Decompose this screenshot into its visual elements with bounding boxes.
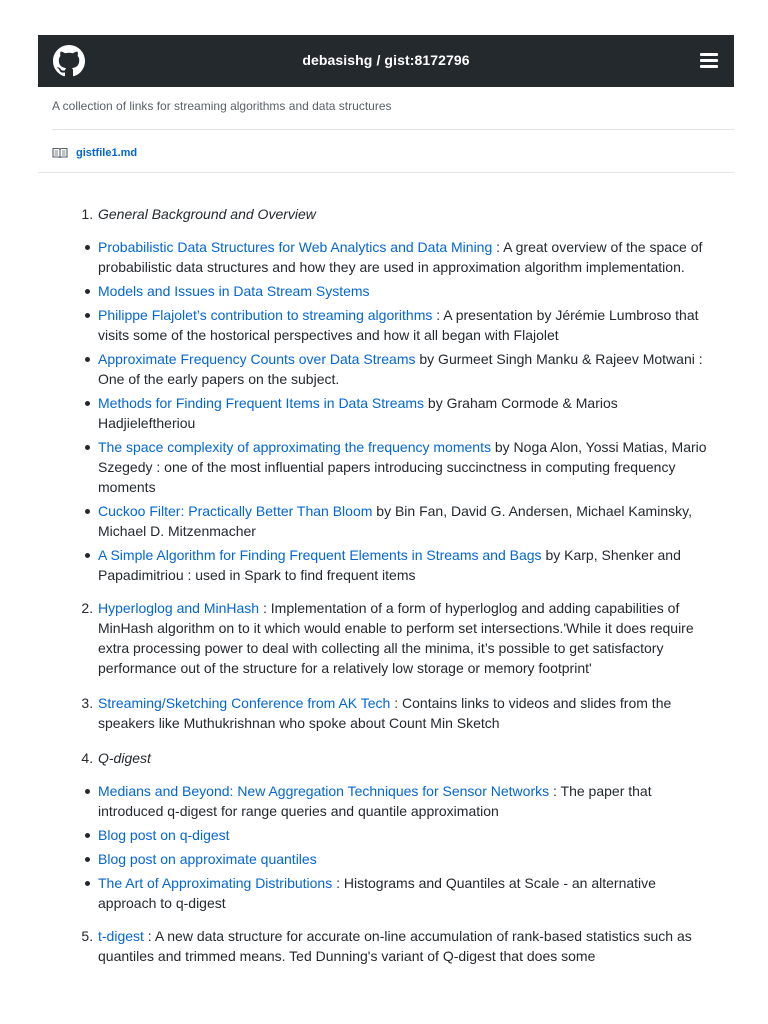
resource-note: : A great overview of the space of probabilistic data structures and how they are used in approximation algorithm implementation. — [98, 239, 703, 275]
list-item — [98, 437, 708, 497]
list-item — [98, 825, 708, 845]
resource-link[interactable]: Hyperloglog and MinHash — [98, 600, 260, 616]
list-item — [97, 598, 708, 678]
list-item — [97, 693, 708, 733]
resource-note: by Graham Cormode & Marios Hadjieleftheriou — [98, 395, 618, 431]
bullet-list — [81, 781, 708, 913]
list-item — [98, 393, 708, 433]
resource-note: : Histograms and Quantiles at Scale - an alternative approach to q-digest — [98, 875, 656, 911]
resource-link[interactable]: Medians and Beyond: New Aggregation Techniques for Sensor Networks — [98, 783, 550, 799]
list-item — [97, 748, 708, 913]
resource-note: : A presentation by Jérémie Lumbroso that visits some of the hostorical perspectives and how it all began with Flajolet — [98, 307, 699, 343]
resource-note: : Implementation of a form of hyperloglog and adding capabilities of MinHash algorithm on to it which would enable to perform set intersections.'While it does require extra processing power to deal with collecting all the minima, it’s possible to get satisfactory performance out of the structure for a relatively low storage or memory footprint' — [98, 600, 694, 676]
resource-link[interactable]: Probabilistic Data Structures for Web Analytics and Data Mining — [98, 239, 493, 255]
markdown-body — [80, 204, 708, 966]
book-icon — [52, 147, 68, 159]
resource-link[interactable]: Approximate Frequency Counts over Data Streams — [98, 351, 416, 367]
resource-link[interactable]: Philippe Flajolet’s contribution to streaming algorithms — [98, 307, 433, 323]
header-bar — [38, 35, 734, 87]
list-item — [98, 305, 708, 345]
resource-link[interactable]: The space complexity of approximating the frequency moments — [98, 439, 491, 455]
numbered-list — [80, 204, 708, 966]
resource-note: by Karp, Shenker and Papadimitriou : used in Spark to find frequent items — [98, 547, 681, 583]
resource-note: by Gurmeet Singh Manku & Rajeev Motwani : One of the early papers on the subject. — [98, 351, 703, 387]
resource-link[interactable]: A Simple Algorithm for Finding Frequent Elements in Streams and Bags — [98, 547, 542, 563]
divider — [38, 172, 734, 173]
gist-description: A collection of links for streaming algorithms and data structures — [52, 99, 392, 113]
resource-link[interactable]: Blog post on q-digest — [98, 827, 230, 843]
resource-link[interactable]: Models and Issues in Data Stream Systems — [98, 283, 370, 299]
resource-note: : Contains links to videos and slides from the speakers like Muthukrishnan who spoke about Count Min Sketch — [98, 695, 672, 731]
hamburger-menu-icon[interactable] — [700, 53, 718, 69]
section-heading: Q-digest — [98, 750, 151, 766]
section-heading: General Background and Overview — [98, 206, 316, 222]
file-header — [52, 145, 137, 161]
list-item — [98, 873, 708, 913]
list-item — [98, 849, 708, 869]
resource-link[interactable]: Methods for Finding Frequent Items in Data Streams — [98, 395, 425, 411]
resource-note: by Noga Alon, Yossi Matias, Mario Szegedy : one of the most influential papers introducing succinctness in computing frequency moments — [98, 439, 707, 495]
gist-title[interactable]: debasishg / gist:8172796 — [302, 52, 470, 68]
resource-link[interactable]: Cuckoo Filter: Practically Better Than Bloom — [98, 503, 373, 519]
resource-note: : A new data structure for accurate on-line accumulation of rank-based statistics such as quantiles and trimmed means. Ted Dunning's variant of Q-digest that does some — [98, 928, 692, 964]
list-item — [97, 204, 708, 585]
divider — [52, 129, 734, 130]
resource-note: : The paper that introduced q-digest for range queries and quantile approximation — [98, 783, 652, 819]
list-item — [98, 349, 708, 389]
resource-note: by Bin Fan, David G. Andersen, Michael Kaminsky, Michael D. Mitzenmacher — [98, 503, 692, 539]
list-item — [98, 501, 708, 541]
list-item — [98, 545, 708, 585]
file-name-link[interactable]: gistfile1.md — [76, 147, 138, 159]
resource-link[interactable]: Streaming/Sketching Conference from AK Tech — [98, 695, 391, 711]
resource-link[interactable]: t-digest — [98, 928, 144, 944]
list-item — [98, 237, 708, 277]
resource-link[interactable]: The Art of Approximating Distributions — [98, 875, 333, 891]
bullet-list — [81, 237, 708, 585]
list-item — [97, 926, 708, 966]
list-item — [98, 281, 708, 301]
resource-link[interactable]: Blog post on approximate quantiles — [98, 851, 317, 867]
list-item — [98, 781, 708, 821]
